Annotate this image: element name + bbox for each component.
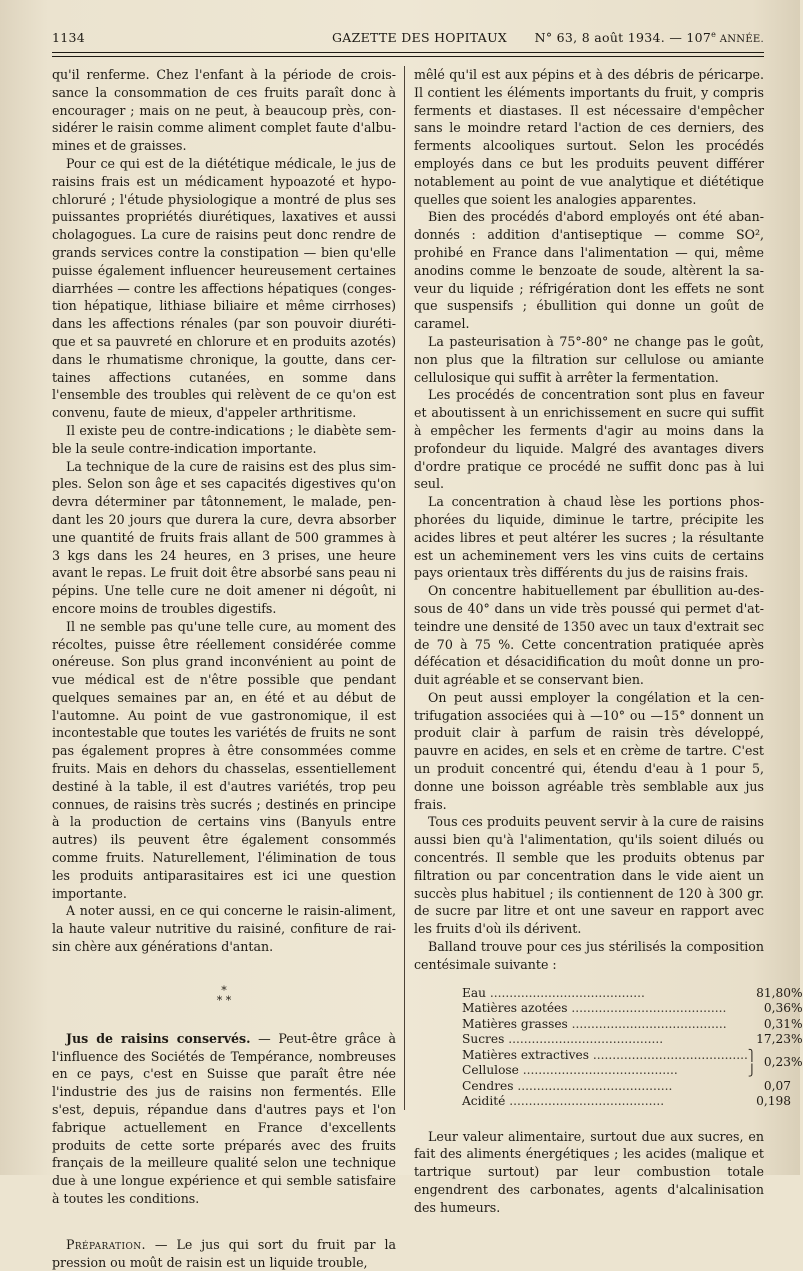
composition-label — [462, 1032, 748, 1048]
composition-unit: % — [790, 1016, 803, 1031]
brace — [748, 1094, 756, 1110]
composition-label-text: Acidité — [462, 1094, 506, 1109]
paragraph: qu'il renferme. Chez l'enfant à la période de croissance la consommation de ces fruits paraît donc à encourager ; mais on ne peut, à beaucoup près, considérer le raisin comme aliment complet faute d'albumines et de graisses. — [52, 67, 396, 154]
paragraph-preparation — [52, 1236, 396, 1271]
asterism-top: * — [221, 983, 227, 997]
paragraph-text: — Peut-être grâce à l'influence des Sociétés de Tempérance, nombreuses en ce pays, c'est en Suisse que paraît être née l'industrie des jus de raisins non fermentés. Elle s'est, depuis, répandue dans d'autres pays et l'on fabrique actuellement en France d'excellents produits de cette sorte préparés avec des fruits français de la meilleure qualité selon une technique due à une longue expérience et qui semble satisfaire à toutes les conditions. — [52, 1030, 396, 1207]
leader-dots: ........................................ — [504, 1032, 664, 1047]
composition-row — [462, 1032, 803, 1048]
header-rule-thick — [52, 52, 764, 53]
subsection-heading: Préparation. — [66, 1236, 146, 1252]
composition-table — [462, 986, 803, 1110]
composition-row — [462, 1094, 803, 1110]
paragraph: Les procédés de concentration sont plus en faveur et aboutissent à un enrichissement en sucre qui suffit à empêcher les ferments d'agir au moins dans la profondeur du liquide. Malgré des avantages divers d'ordre pratique ce procédé ne suffit donc pas à lui seul. — [414, 387, 764, 492]
page-header — [52, 30, 764, 50]
issue-sup: e — [711, 30, 717, 39]
paragraph: La pasteurisation à 75°-80° ne change pas le goût, non plus que la filtration sur cellulose ou amiante cellulosique qui suffit à arrêter la fermentation. — [414, 333, 764, 385]
composition-unit: % — [790, 1055, 803, 1070]
composition-unit — [791, 1079, 803, 1095]
brace — [748, 1017, 756, 1033]
paragraph: On concentre habituellement par ébullition au-dessous de 40° dans un vide très poussé qui permet d'atteindre une densité de 1350 avec un taux d'extrait sec de 70 à 75 %. Cette concentration pratiquée après défécation et désacidification du moût donne un produit agréable et se conservant bien. — [414, 583, 764, 688]
paragraph: A noter aussi, en ce qui concerne le raisin-aliment, la haute valeur nutritive du raisiné, confiture de raisin chère aux générations d'antan. — [52, 903, 396, 955]
composition-label-text: Matières grasses — [462, 1016, 568, 1031]
composition-row — [462, 1001, 803, 1017]
brace — [748, 1032, 756, 1048]
journal-title: GAZETTE DES HOPITAUX — [332, 30, 508, 45]
page-number: 1134 — [52, 30, 86, 45]
section-heading: Jus de raisins conservés. — [66, 1030, 251, 1046]
leader-dots: ........................................ — [567, 1016, 727, 1031]
leader-dots: ........................................ — [505, 1094, 665, 1109]
composition-label-text: Eau — [462, 985, 487, 1000]
composition-label — [462, 1079, 748, 1095]
paragraph: Balland trouve pour ces jus stérilisés la composition centésimale suivante : — [414, 939, 764, 972]
issue-text: N° 63, 8 août 1934. — 107 — [534, 30, 712, 46]
paragraph-text: — Le jus qui sort du fruit par la pression ou moût de raisin est un liquide trouble, — [52, 1236, 396, 1270]
composition-label — [462, 986, 748, 1002]
brace — [748, 1079, 756, 1095]
composition-value: 0,07 — [763, 1078, 791, 1093]
leader-dots: ........................................ — [588, 1047, 748, 1062]
paragraph: Il existe peu de contre-indications ; le diabète semble la seule contre-indication importante. — [52, 422, 396, 456]
left-column — [52, 66, 396, 1271]
paragraph: La concentration à chaud lèse les portions phosphorées du liquide, diminue le tartre, précipite les acides libres et peut altérer les sucres ; la résultante est un acheminement vers les vins cuits de certains pays orientaux très différents du jus de raisins frais. — [414, 494, 764, 581]
paragraph: Bien des procédés d'abord employés ont été abandonnés : addition d'antiseptique — comme SO², prohibé en France dans l'alimentation — qui, même anodins comme le benzoate de soude, altèrent la saveur du liquide ; réfrigération dont les effets ne sont que suspensifs ; ébullition qui donne un goût de caramel. — [414, 209, 764, 332]
composition-unit: % — [790, 1001, 803, 1016]
paragraph: On peut aussi employer la congélation et la centrifugation associées qui à —10° ou —15° donnent un produit clair à parfum de raisin très développé, pauvre en acides, en sels et en crème de tartre. C'est un produit concentré qui, étendu d'eau à 1 pour 5, donne une boisson agréable très semblable aux jus frais. — [414, 689, 764, 812]
composition-row — [462, 986, 803, 1002]
composition-label — [462, 1048, 748, 1079]
composition-label-text: Matières azotées — [462, 1001, 568, 1016]
composition-row — [462, 1079, 803, 1095]
composition-value: 81,80 — [756, 985, 791, 1000]
paragraph: La technique de la cure de raisins est des plus simples. Selon son âge et ses capacités digestives qu'on devra déterminer par tâtonnement, le malade, pendant les 20 jours que durera la cure, devra absorber une quantité de fruits frais allant de 500 grammes à 3 kgs dans les 24 heures, en 3 prises, une heure avant le repas. Le fruit doit être absorbé sans peau ni pépins. Une telle cure ne doit amener ni dégoût, ni encore moins de troubles digestifs. — [52, 458, 396, 616]
header-rule-thin — [52, 56, 764, 57]
brace — [748, 986, 756, 1002]
leader-dots: ........................................ — [518, 1063, 678, 1078]
composition-value: 0,23 — [763, 1055, 791, 1070]
paragraph: Il ne semble pas qu'une telle cure, au moment des récoltes, puisse être réellement considérée comme onéreuse. Son plus grand inconvénient au point de vue médical est de n'être possible que pendant quelques semaines par an, en été et au début de l'automne. Au point de vue gastronomique, il est incontestable que toutes les variétés de fruits ne sont pas également propres à être consommées comme fruits. Mais en dehors du chasselas, essentiellement destiné à la table, il est d'autres variétés, trop peu connues, de raisins très sucrés ; destinés en principe à la production de certains vins (Banyuls entre autres) ils peuvent être également consommés comme fruits. Naturellement, l'élimination de tous les produits antiparasitaires est ici une question importante. — [52, 618, 396, 901]
composition-label — [462, 1017, 748, 1033]
brace: ⎫ ⎭ — [747, 1048, 757, 1078]
leader-dots: ........................................ — [567, 1001, 727, 1016]
right-column — [414, 66, 803, 1217]
composition-row — [462, 1048, 803, 1079]
leader-dots: ........................................ — [486, 985, 645, 1000]
composition-value: 0,36 — [763, 1001, 791, 1016]
composition-label-text: Cellulose — [462, 1063, 519, 1078]
paragraph: mêlé qu'il est aux pépins et à des débris de péricarpe. Il contient les éléments importants du fruit, y compris ferments et diastases. Il est nécessaire d'empêcher sans le moindre retard l'action de ces derniers, des ferments alcooliques surtout. Selon les procédés employés dans ce but les produits peuvent différer notablement au point de vue analytique et diététique quelles que soient les analogies apparentes. — [414, 67, 764, 207]
asterism-bottom: * * — [216, 993, 232, 1007]
paragraph: Tous ces produits peuvent servir à la cure de raisins aussi bien qu'à l'alimentation, qu'ils soient dilués ou concentrés. Il semble que les produits obtenus par filtration ou par concentration dans le vide aient un succès plus habituel ; ils contiennent de 120 à 300 gr. de sucre par litre et ont une saveur en rapport avec les fruits d'où ils dérivent. — [414, 814, 764, 937]
paragraph: Leur valeur alimentaire, surtout due aux sucres, en fait des aliments énergétiques ; les acides (malique et tartrique surtout) par leur combustion totale engendrent des carbonates, agents d'alcalinisation des humeurs. — [414, 1128, 764, 1215]
paragraph: Pour ce qui est de la diététique médicale, le jus de raisins frais est un médicament hypoazoté et hypochloruré ; l'étude physiologique a montré de plus ses puissantes propriétés diurétiques, laxatives et aussi cholagogues. La cure de raisins peut donc rendre de grands services contre la constipation — bien qu'elle puisse également influencer heureusement certaines diarrhées — contre les affections hépatiques (congestion hépatique, lithiase biliaire et même cirrhoses) dans les affections rénales (par son pouvoir diurétique et sa pauvreté en chlorure et en produits azotés) dans le rhumatisme chronique, la goutte, dans certaines affections cutanées, en somme dans l'ensemble des troubles qui relèvent de ce qu'on est convenu, faute de mieux, d'appeler arthritisme. — [52, 155, 396, 421]
brace — [748, 1001, 756, 1017]
composition-label-text: Sucres — [462, 1032, 505, 1047]
composition-unit: % — [790, 1032, 803, 1047]
composition-unit: % — [790, 985, 803, 1000]
composition-unit — [791, 1094, 803, 1110]
composition-label-text: Matières extractives — [462, 1047, 589, 1062]
composition-label — [462, 1001, 748, 1017]
composition-value: 17,23 — [756, 1032, 791, 1047]
composition-row — [462, 1017, 803, 1033]
issue-info — [535, 30, 764, 45]
section-separator-asterisks — [52, 983, 396, 1007]
composition-value: 0,198 — [756, 1094, 791, 1109]
composition-value: 0,31 — [763, 1016, 791, 1031]
annee-text: ANNÉE. — [716, 34, 764, 46]
paragraph-jus-conserves — [52, 1030, 396, 1208]
leader-dots: ........................................ — [513, 1078, 673, 1093]
composition-label — [462, 1094, 748, 1110]
column-divider — [404, 66, 405, 1110]
composition-label-text: Cendres — [462, 1078, 514, 1093]
